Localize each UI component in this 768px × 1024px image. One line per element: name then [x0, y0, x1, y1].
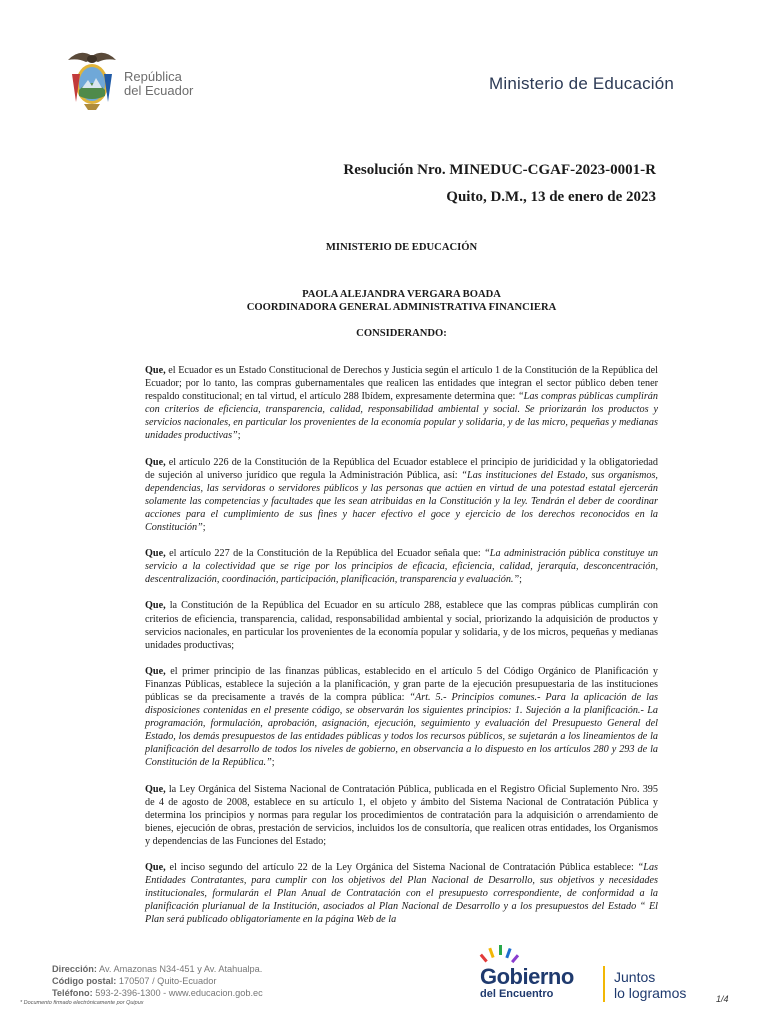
paragraph-text: el Ecuador es un Estado Constitucional de Derechos y Justicia según el artículo 1 de la Constitución de la República del Ecuador; por lo tanto, las compras gubernamentales que realicen las entidades que integran el sector público deben tener respaldo constitucional; en tal virtud, el artículo 288 Ibídem, expresamente determina que:	[145, 365, 658, 403]
paragraph-tail: ;	[202, 522, 206, 534]
considering-heading: CONSIDERANDO:	[356, 328, 447, 339]
paragraph-tail: ;	[271, 757, 275, 769]
postal-line	[52, 976, 263, 988]
juntos-slogan	[614, 970, 686, 1001]
gobierno-line-2: del Encuentro	[480, 988, 554, 1000]
paragraph	[145, 364, 658, 443]
phone-label: Teléfono:	[52, 987, 93, 998]
paragraph-tail: ;	[237, 430, 241, 442]
ecuador-coat-of-arms-icon	[62, 44, 122, 112]
paragraph-quote: “Art. 5.- Principios comunes.- Para la aplicación de las disposiciones contenidas en el presente código, se observarán los siguientes principios: 1. Sujeción a la planificación.- La programación, formulación, aprobación, asignación, ejecución, seguimiento y evaluación del Presupuesto General del Estado, los demás presupuestos de las entidades públicas y todos los recursos públicos, se sujetarán a los lineamientos de la planificación del desarrollo de todos los niveles de gobierno, en observancia a lo dispuesto en los artículos 280 y 293 de la Constitución de la República.”	[145, 691, 658, 769]
resolution-date: Quito, D.M., 13 de enero de 2023	[446, 189, 656, 205]
footer-divider	[603, 966, 605, 1002]
gobierno-line-1: Gobierno	[480, 964, 574, 989]
paragraph-tail: ;	[519, 574, 522, 586]
slogan-line-2: lo logramos	[614, 984, 687, 1001]
slogan-line-1: Juntos	[614, 969, 656, 985]
paragraph-quote: “Las Entidades Contratantes, para cumplir con los objetivos del Plan Nacional de Desarrollo, sus objetivos y necesidades institucionales, formularán el Plan Anual de Contratación con el presupuesto correspondiente, de conformidad a la planificación plurianual de la Institución, asociados al Plan Nacional de Desarrollo y a los presupuestos del Estado “ El Plan será publicado obligatoriamente en la página Web de la	[145, 862, 658, 926]
phone-line	[52, 988, 263, 1000]
author-role: COORDINADORA GENERAL ADMINISTRATIVA FINANCIERA	[246, 302, 557, 313]
paragraph-lead: Que,	[145, 600, 166, 612]
electronic-signature-note: * Documento firmado electrónicamente por Quipux	[20, 1000, 144, 1006]
paragraph-text: la Constitución de la República del Ecuador en su artículo 288, establece que las compras públicas cumplirán con criterios de eficiencia, transparencia, calidad, responsabilidad ambiental y social, priorizando la adquisición de productos y servicios nacionales, en particular los provenientes de la economía popular y solidaria, y de los micros, pequeñas y medianas unidades productivas;	[145, 600, 658, 651]
paragraph-lead: Que,	[145, 548, 166, 560]
paragraph	[145, 599, 658, 651]
paragraph-lead: Que,	[145, 862, 166, 873]
postal-value: 170507 / Quito-Ecuador	[116, 975, 217, 986]
gobierno-sun-rays-icon	[478, 944, 522, 966]
paragraph-lead: Que,	[145, 456, 166, 468]
paragraph	[145, 665, 658, 770]
paragraph	[145, 861, 658, 926]
paragraph-quote: “Las instituciones del Estado, sus organismos, dependencias, las servidoras o servidores públicos y las personas que actúen en virtud de una potestad estatal ejercerán solamente las competencias y facultades que les sean atribuidas en la Constitución y la ley. Tendrán el deber de coordinar acciones para el cumplimiento de sus fines y hacer efectivo el goce y ejercicio de los derechos reconocidos en la Constitución”	[145, 469, 658, 534]
republic-line-1: República	[124, 69, 182, 84]
address-value: Av. Amazonas N34-451 y Av. Atahualpa.	[96, 964, 263, 974]
postal-label: Código postal:	[52, 975, 117, 986]
page-number: 1/4	[716, 994, 729, 1004]
paragraph-text: el inciso segundo del artículo 22 de la Ley Orgánica del Sistema Nacional de Contratación Pública establece:	[165, 862, 638, 873]
ministry-header: Ministerio de Educación	[489, 74, 675, 93]
paragraph	[145, 456, 658, 535]
paragraph-lead: Que,	[145, 365, 166, 376]
resolution-title: Resolución Nro. MINEDUC-CGAF-2023-0001-R	[343, 162, 656, 178]
paragraph-quote: “Las compras públicas cumplirán con criterios de eficiencia, transparencia, calidad, responsabilidad ambiental y social. Se priorizarán los productos y servicios nacionales, en particular los provenientes de la economía popular y solidaria, y de las micro, pequeñas y medianas unidades productivas”	[145, 391, 658, 442]
paragraph-text: el primer principio de las finanzas públicas, establecido en el artículo 5 del Código Orgánico de Planificación y Finanzas Públicas, establece la sujeción a la planificación, y gran parte de la ejecución presupuestaria de las instituciones públicas se da precisamente a través de la compra pública:	[145, 665, 658, 703]
paragraph-lead: Que,	[145, 783, 166, 795]
document-body	[145, 364, 658, 939]
republic-line-2: del Ecuador	[124, 83, 194, 98]
author-name: PAOLA ALEJANDRA VERGARA BOADA	[302, 289, 501, 300]
paragraph-lead: Que,	[145, 665, 166, 677]
footer-address	[52, 964, 263, 999]
paragraph-text: el artículo 226 de la Constitución de la República del Ecuador establece el principio de juridicidad y la obligatoriedad de sujeción al universo jurídico que regula la Administración Pública, así:	[145, 456, 658, 481]
phone-value: 593-2-396-1300 - www.educacion.gob.ec	[92, 987, 263, 998]
address-line	[52, 964, 263, 976]
paragraph-text: la Ley Orgánica del Sistema Nacional de Contratación Pública, publicada en el Registro Oficial Suplemento Nro. 395 de 4 de agosto de 2008, establece en su artículo 1, el objeto y ámbito del Sistema Nacional de Contratación Pública y determina los principios y normas para regular los procedimientos de contratación para la adquisición o arrendamiento de bienes, ejecución de obras, prestación de servicios, incluidos los de consultoría, que realicen otras entidades, los Organismos y dependencias de las Funciones del Estado;	[145, 783, 658, 847]
paragraph-text: el artículo 227 de la Constitución de la República del Ecuador señala que:	[165, 548, 485, 560]
ministry-heading: MINISTERIO DE EDUCACIÓN	[325, 242, 478, 253]
gobierno-logo-text	[480, 966, 574, 1001]
paragraph	[145, 783, 658, 848]
paragraph	[145, 547, 658, 586]
republic-ecuador-label	[124, 70, 193, 98]
paragraph-quote: “La administración pública constituye un servicio a la colectividad que se rige por los principios de eficacia, eficiencia, calidad, jerarquía, desconcentración, descentralización, coordinación, participación, planificación, transparencia y evaluación.”	[145, 548, 659, 586]
address-label: Dirección:	[52, 964, 97, 974]
